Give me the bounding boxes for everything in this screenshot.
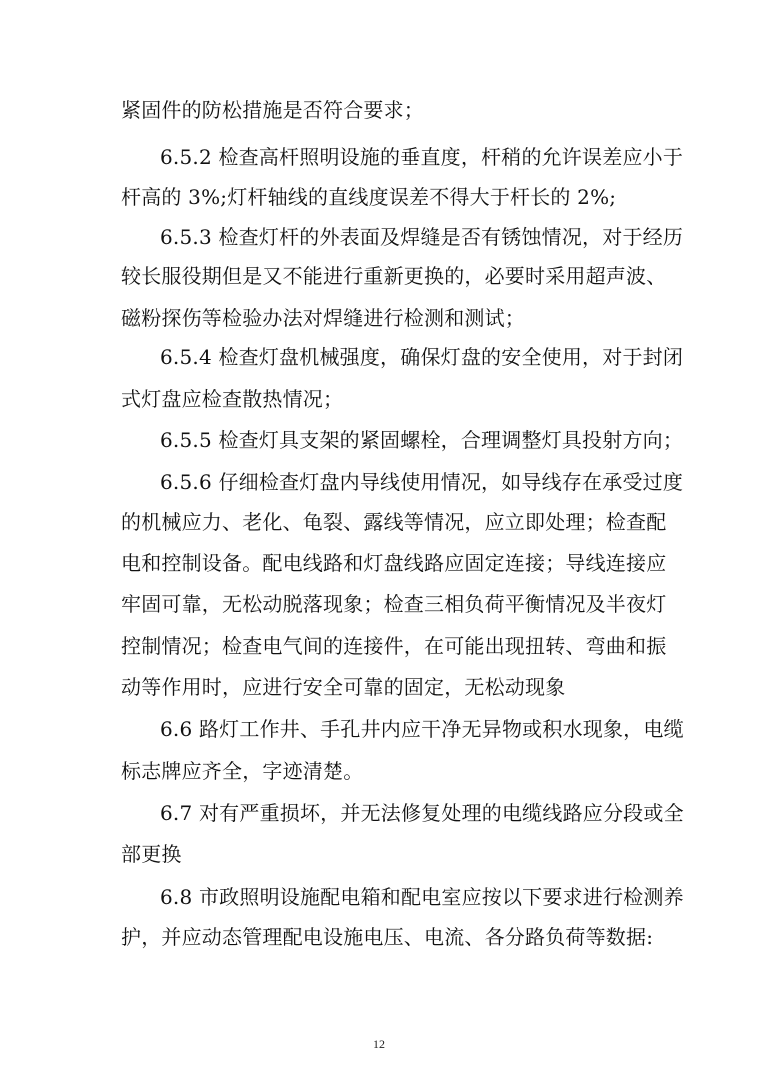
text-line: 6.5.6 仔细检查灯盘内导线使用情况，如导线存在承受过度 [160, 470, 684, 494]
text-line: 动等作用时，应进行安全可靠的固定，无松动现象 [121, 675, 566, 699]
text-line: 电和控制设备。配电线路和灯盘线路应固定连接；导线连接应 [121, 551, 667, 575]
text-line: 6.5.3 检查灯杆的外表面及焊缝是否有锈蚀情况，对于经历 [160, 225, 684, 249]
text-line: 紧固件的防松措施是否符合要求； [121, 98, 424, 122]
text-line: 杆高的 3%;灯杆轴线的直线度误差不得大于杆长的 2%; [121, 185, 617, 209]
text-line: 6.5.4 检查灯盘机械强度，确保灯盘的安全使用，对于封闭 [160, 345, 684, 369]
text-line: 式灯盘应检查散热情况； [121, 387, 344, 411]
text-line: 护，并应动态管理配电设施电压、电流、各分路负荷等数据: [121, 925, 654, 949]
text-line: 6.5.5 检查灯具支架的紧固螺栓，合理调整灯具投射方向； [160, 428, 684, 452]
text-line: 6.8 市政照明设施配电箱和配电室应按以下要求进行检测养 [160, 885, 684, 909]
text-line: 部更换 [121, 842, 182, 866]
page-number: 12 [373, 1037, 385, 1051]
text-line: 较长服役期但是又不能进行重新更换的，必要时采用超声波、 [121, 264, 667, 288]
text-line: 6.7 对有严重损坏，并无法修复处理的电缆线路应分段或全 [160, 801, 684, 825]
text-line: 标志牌应齐全，字迹清楚。 [121, 759, 364, 783]
text-line: 牢固可靠，无松动脱落现象；检查三相负荷平衡情况及半夜灯 [121, 592, 667, 616]
text-line: 6.5.2 检查高杆照明设施的垂直度，杆稍的允许误差应小于 [160, 145, 684, 169]
text-line: 磁粉探伤等检验办法对焊缝进行检测和测试； [121, 306, 525, 330]
text-line: 6.6 路灯工作井、手孔井内应干净无异物或积水现象，电缆 [160, 717, 684, 741]
text-line: 的机械应力、老化、龟裂、露线等情况，应立即处理；检查配 [121, 510, 667, 534]
text-line: 控制情况；检查电气间的连接件，在可能出现扭转、弯曲和振 [121, 634, 667, 658]
